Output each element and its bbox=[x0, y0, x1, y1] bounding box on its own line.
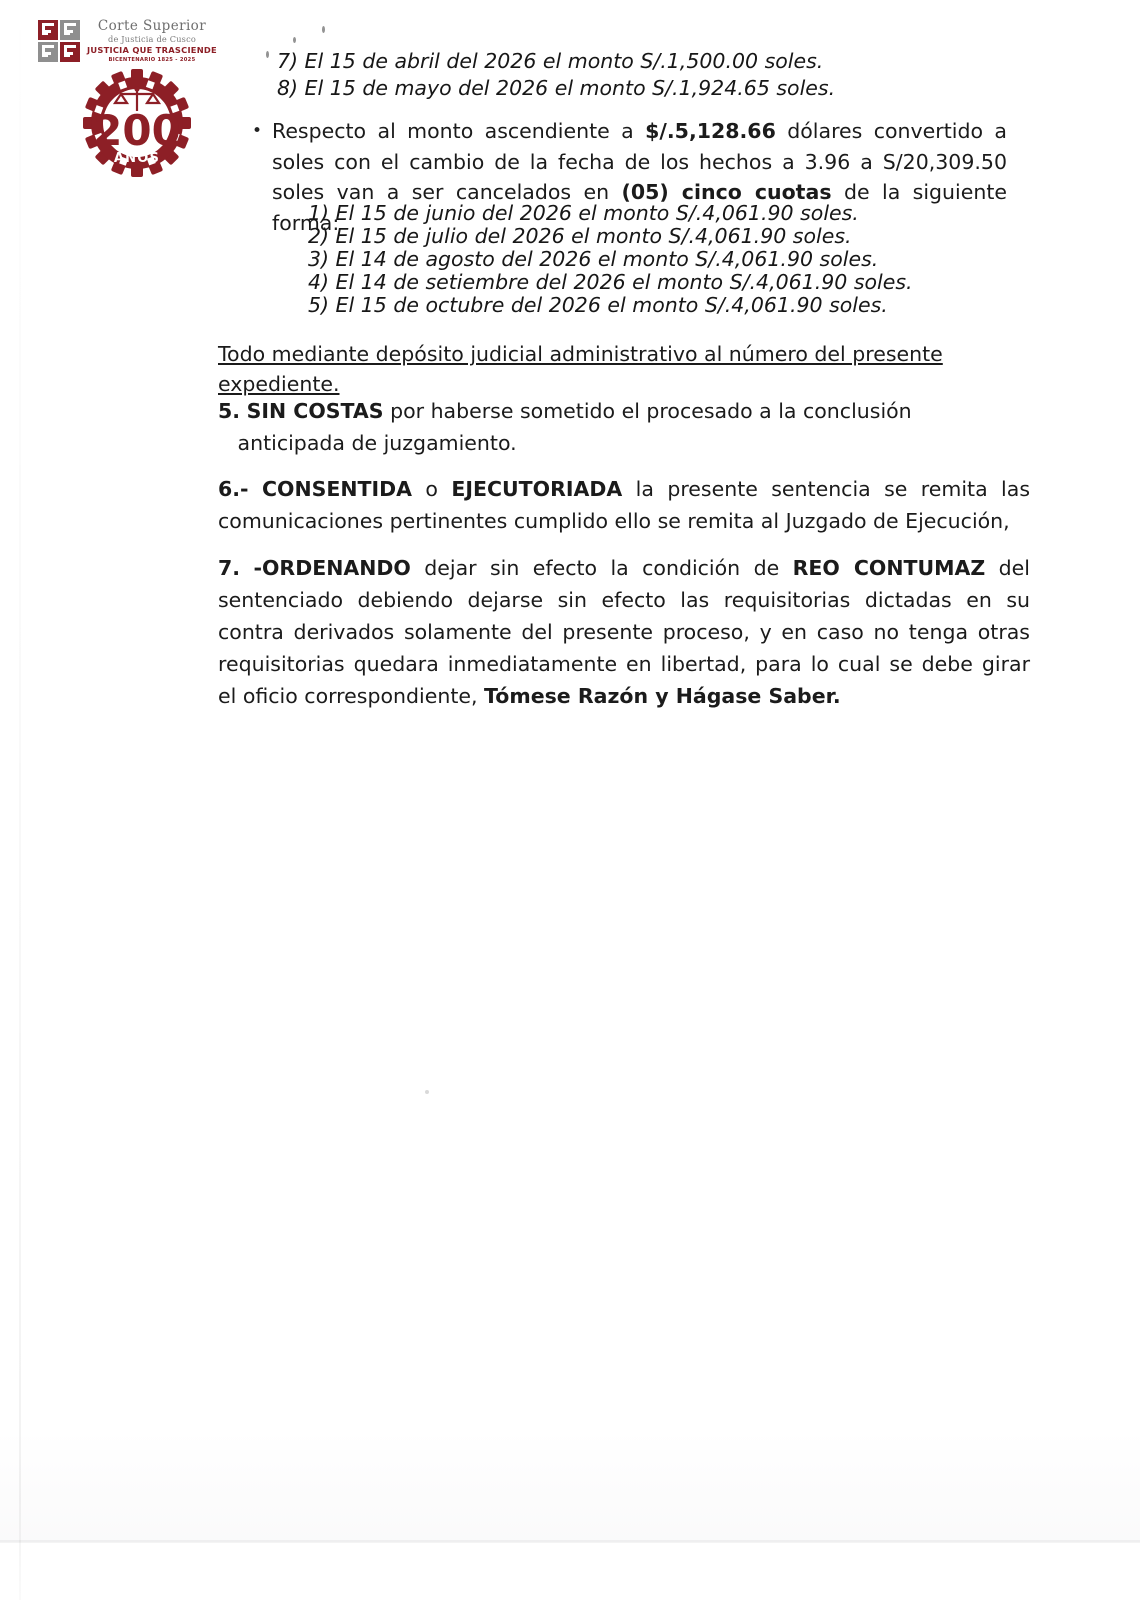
court-subtagline: BICENTENARIO 1825 - 2025 bbox=[108, 56, 196, 63]
meander-glyph-top-left bbox=[38, 20, 58, 40]
installment-item: 2) El 15 de julio del 2026 el monto S/.4,061.90 soles. bbox=[308, 224, 852, 248]
meander-glyph-top-right bbox=[60, 20, 80, 40]
letterhead-text-block bbox=[86, 20, 218, 65]
seal-caption: AÑOS bbox=[113, 151, 161, 166]
section-6-heading-b: EJECUTORIADA bbox=[451, 477, 623, 501]
meander-glyph-bottom-right bbox=[60, 42, 80, 62]
installment-item: 5) El 15 de octubre del 2026 el monto S/.4,061.90 soles. bbox=[308, 293, 888, 317]
installment-item: 3) El 14 de agosto del 2026 el monto S/.4,061.90 soles. bbox=[308, 247, 879, 271]
section-6-heading-a: CONSENTIDA bbox=[261, 477, 413, 501]
section-6-number: 6.- bbox=[218, 477, 249, 501]
deposit-note: Todo mediante depósito judicial administrativo al número del presente expediente. bbox=[218, 342, 943, 396]
section-7-heading: -ORDENANDO bbox=[253, 556, 411, 580]
usd-amount: $/.5,128.66 bbox=[645, 119, 776, 143]
section-5-paragraph bbox=[218, 395, 1030, 459]
section-7-body-b: del sentenciado debiendo dejarse sin efecto las requisitorias dictadas en su contra derivados solamente del presente proceso, y en caso no tenga otras requisitorias quedara inmediatamente en libertad, para lo cual se debe girar el oficio correspondiente, bbox=[218, 556, 1030, 708]
court-title-primary: Corte Superior bbox=[97, 18, 207, 34]
section-5-heading: SIN COSTAS bbox=[246, 399, 384, 423]
section-7-emphasis-closing: Tómese Razón y Hágase Saber. bbox=[484, 684, 841, 708]
section-7-paragraph bbox=[218, 552, 1030, 712]
scan-edge-line bbox=[0, 1540, 1140, 1543]
section-6-connector: o bbox=[412, 477, 452, 501]
section-7-body-a: dejar sin efecto la condición de bbox=[410, 556, 793, 580]
andean-meander-grid-icon bbox=[38, 20, 80, 62]
bullet-text-part1: Respecto al monto ascendiente a bbox=[272, 119, 646, 143]
section-5-body-a: por haberse sometido el procesado a la conclusión bbox=[383, 399, 912, 423]
quota-count: (05) cinco cuotas bbox=[621, 180, 832, 204]
court-title-secondary: de Justicia de Cusco bbox=[108, 33, 196, 44]
court-tagline: JUSTICIA QUE TRASCIENDE bbox=[87, 45, 217, 56]
seal-number: 200 bbox=[93, 106, 181, 155]
bicentennial-200-years-seal-icon bbox=[76, 67, 198, 179]
scan-speck bbox=[293, 37, 296, 43]
section-7-number: 7. bbox=[218, 556, 241, 580]
section-6-body: la presente sentencia se remita las comunicaciones pertinentes cumplido ello se remita al Juzgado de Ejecución, bbox=[218, 477, 1030, 533]
scan-speck bbox=[425, 1090, 429, 1094]
letterhead bbox=[30, 12, 220, 172]
bullet-text-part3: de la siguiente forma: bbox=[272, 180, 1008, 235]
installment-item: 1) El 15 de junio del 2026 el monto S/.4,061.90 soles. bbox=[308, 201, 859, 225]
scan-artifact-left-margin bbox=[19, 0, 21, 1600]
meander-glyph-bottom-left bbox=[38, 42, 58, 62]
section-6-paragraph bbox=[218, 473, 1030, 537]
scan-speck bbox=[266, 51, 269, 58]
scan-shading-bottom bbox=[0, 1430, 1140, 1542]
section-5-number: 5. bbox=[218, 399, 241, 423]
installment-item: 8) El 15 de mayo del 2026 el monto S/.1,924.65 soles. bbox=[277, 76, 836, 100]
installment-item: 7) El 15 de abril del 2026 el monto S/.1,500.00 soles. bbox=[277, 49, 824, 73]
scan-speck bbox=[322, 26, 325, 33]
section-5-body-b: anticipada de juzgamiento. bbox=[218, 431, 517, 455]
installment-item: 4) El 14 de setiembre del 2026 el monto S/.4,061.90 soles. bbox=[308, 270, 913, 294]
bullet-point-icon: • bbox=[252, 121, 263, 141]
bullet-text-part2: dólares convertido a soles con el cambio de la fecha de los hechos a 3.96 a S/20,309.50 soles van a ser cancelados en bbox=[272, 119, 1007, 204]
section-7-emphasis-reo-contumaz: REO CONTUMAZ bbox=[792, 556, 986, 580]
